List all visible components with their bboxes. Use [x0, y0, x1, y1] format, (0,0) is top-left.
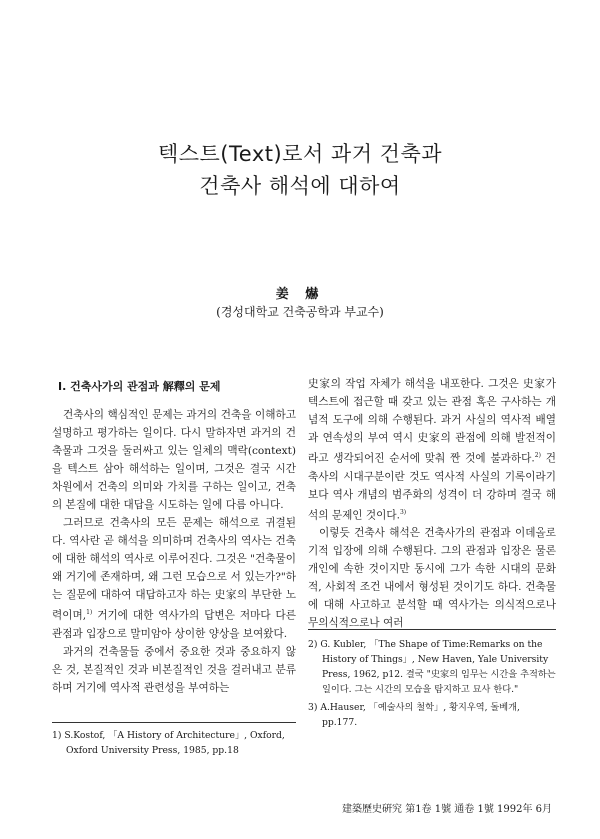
footnote-ref: 3)	[399, 508, 407, 516]
footnotes-right	[308, 637, 556, 733]
paragraph: 건축사의 핵심적인 문제는 과거의 건축을 이해하고 설명하고 평가하는 일이다. 다시 말하자면 과거의 건축물과 그것을 둘러싸고 있는 일체의 맥락(context)을 텍스트 삼아 해석하는 일이며, 그것은 결국 시간 차원에서 건축의 의미와 가치를 구하는 일이고, 건축의 본질에 대한 대답을 시도하는 일에 다름 아니다.	[52, 409, 296, 511]
author-affiliation: (경성대학교 건축공학과 부교수)	[216, 305, 384, 319]
footnote-2: 2) G. Kubler, 「The Shape of Time:Remarks on the History of Things」, New Haven, Yale University Press, 1962, p12. 결국 "史家의 임무는 시간을 추적하는 일이다. 그는 시간의 모습을 탐지하고 묘사 한다."	[308, 639, 556, 695]
journal-footer: 建築歷史硏究 第1卷 1號 通卷 1號 1992年 6月	[342, 804, 552, 815]
footnote-3: 3) A.Hauser, 「예술사의 철학」, 황지우역, 돌베개, pp.177.	[308, 702, 520, 728]
author-name: 姜 爀	[275, 287, 325, 302]
title-line-2: 건축사 해석에 대하여	[199, 174, 401, 198]
paragraph: 이렇듯 건축사 해석은 건축사가의 관점과 이데올로기적 입장에 의해 수행된다. 그의 관점과 입장은 물론 개인에 속한 것이지만 동시에 그가 속한 시대의 문화적, 사회적 조건 내에서 형성된 것이기도 하다. 건축물에 대해 사고하고 분석할 때 역사가는 의식적으로나 무의식적으로나 여러	[308, 527, 556, 630]
paragraph: 그러므로 건축사의 모든 문제는 해석으로 귀결된다. 역사란 곧 해석을 의미하며 건축사의 역사는 건축에 대한 해석의 역사로 이루어진다. 그것은 "건축물이 왜 거기에 존재하며, 왜 그런 모습으로 서 있는가?"하는 질문에 대하여 대답하고자 하는 史家의 부단한 노력이며,$^{1)}$ 거기에 대한 역사가의 답변은 저마다 다른 관점과 입장으로 말미암아 상이한 양상을 보여왔다.	[52, 517, 296, 640]
footnote-ref: 2)	[534, 452, 541, 459]
footnote-divider	[308, 629, 556, 630]
footnote-1: 1) S.Kostof, 「A History of Architecture」, Oxford, Oxford University Press, 1985, pp.18	[52, 730, 285, 756]
right-column	[308, 375, 556, 632]
paper-title	[0, 138, 600, 202]
footnote-ref: 1)	[86, 609, 93, 616]
footnote-divider	[52, 722, 296, 723]
footnotes-left	[52, 728, 296, 761]
section-heading: Ⅰ. 건축사가의 관점과 解釋의 문제	[58, 380, 221, 393]
paragraph: 과거의 건축물들 중에서 중요한 것과 중요하지 않은 것, 본질적인 것과 비본질적인 것을 걸러내고 분류하며 거기에 역사적 관련성을 부여하는	[52, 645, 296, 694]
title-line-1: 텍스트(Text)로서 과거 건축과	[157, 142, 443, 166]
paragraph: 史家의 작업 자체가 해석을 내포한다. 그것은 史家가 텍스트에 접근할 때 갖고 있는 관점 혹은 구사하는 개념적 도구에 의해 수행된다. 과거 사실의 역사적 배열과 연속성의 부여 역시 史家의 관점에 의해 발전적이라고 생각되어진 순서에 맞춰 짠 것에 불과하다.$^{2)}$ 건축사의 시대구분이란 것도 역사적 사실의 기록이라기보다 역사 개념의 범주화의 성격이 더 강하며 결국 해석의 문제인 것이다.$^{3)}$	[308, 378, 556, 522]
left-column	[52, 378, 296, 697]
